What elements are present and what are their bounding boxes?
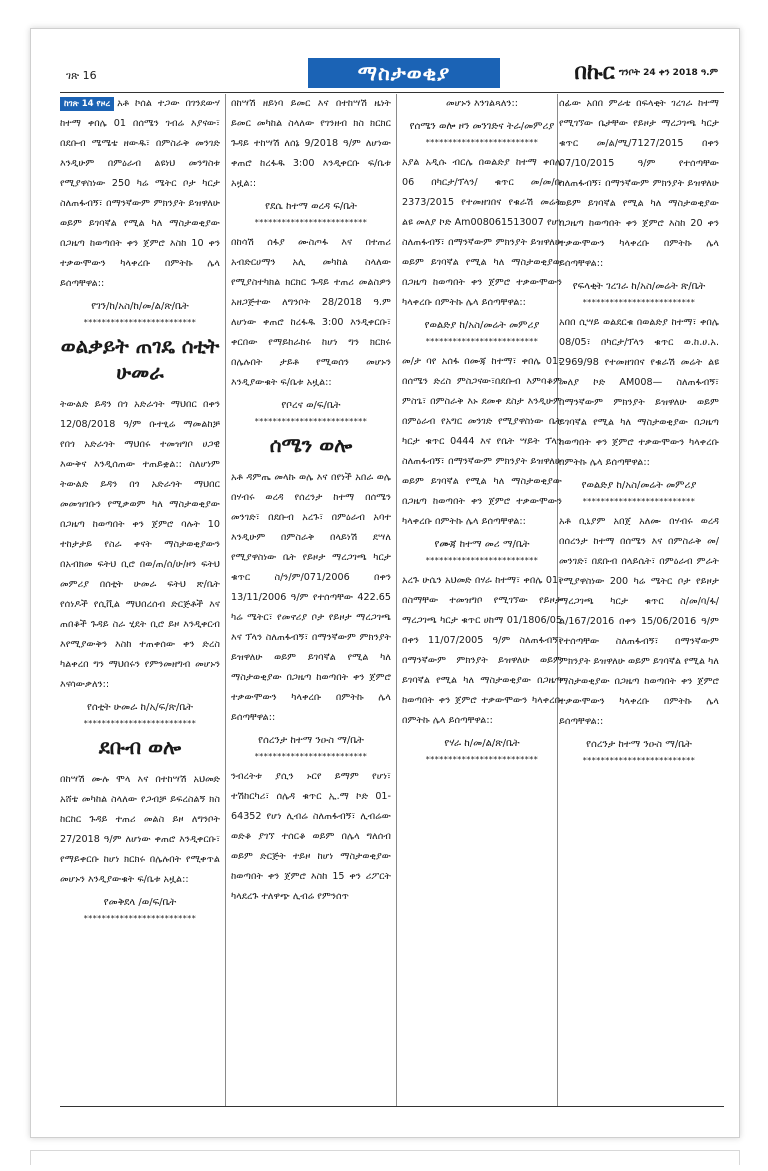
- column-3: [402, 94, 562, 1104]
- newspaper-name: በኩር: [574, 60, 615, 85]
- notice-signature: የሰሜን ወሎ ዞን መንገድና ትራ/መምሪያ: [409, 121, 555, 132]
- section-title: ደቡብ ወሎ: [98, 735, 182, 759]
- separator: *************************: [582, 756, 696, 765]
- notice-text: አቶ ቢኒያም አበጀ አለሙ በሃብሩ ወረዳ በሰረንታ ከተማ በሰሜን እና በምስራቅ መ/መንገድ፣ በደቡብ በላይሴት፣ በምዕራብ ምራት የሚያዋስነው 200 ካሬ ሜትር ቦታ የይዞታ ማረጋገጫ ካርታ ቁጥር ስ/መ/ባ/ፋ/ል/167/2016 በቀን 15/06/2016 ዓ/ም የተሰጣቸው ስለጠፋብኝ፣ በማንኛውም ምክንያት ይዝዋለሁ ወይም ይገባኛል የሚል ካለ ማስታወቂያው በጋዜጣ ከወጣበት ቀን ጀምሮ ተቃውሞውን ካላቀረቡ በምትኩ ሌላ ይሰጣቸዋል::: [559, 516, 719, 727]
- issue-date: ግንቦት 24 ቀን 2018 ዓ.ም: [618, 68, 718, 78]
- notice: [231, 94, 391, 216]
- separator: *************************: [582, 497, 696, 506]
- notice-signature: የወልድያ ከ/አስ/መሬት መምሪያ: [424, 320, 540, 331]
- notice-signature: የሃራ ከ/መ/ል/ጽ/ቤት: [444, 738, 520, 749]
- separator: *************************: [83, 318, 197, 327]
- notice: [402, 94, 562, 136]
- section-title: ወልቃይት ጠገዴ ሰቲት ሁመራ: [60, 334, 220, 384]
- notice-text: ንብረትቱ ያሲን ኑርየ ይማም የሆነ፣ ተሽከርካሪ፣ ሰሌዳ ቁጥር ኢ.ማ ኮድ 01-64352 የሆነ ሊብሬ ስለጠፋብኝ፣ ሊብሬው ወድቆ ያገኘ ተሰርቆ ወይም በሌላ ግለሰብ ወይም ድርጅት ተይዞ ከሆነ ማስታወቂያው ከወጣበት ቀን ጀምሮ እስከ 15 ቀን ሪፖርት ካላደረጉ ተለዋጭ ሊብሬ የምንሰጥ: [231, 771, 391, 902]
- notice-signature: የወልድያ ከ/አስ/መሬት መምሪያ: [581, 480, 697, 491]
- separator: *************************: [425, 755, 539, 764]
- separator: *************************: [254, 218, 368, 227]
- notice-columns: [60, 94, 724, 1104]
- page-number: ገጽ 16: [66, 69, 97, 82]
- notice-text: በከሣሽ ሙሉ ሞላ እና በተከሣሽ አህመድ አሸቴ መካከል ስላለው የጋብቻ ይፍረስልኝ ክስ ከርከር ጉዳይ ተጠሪ መልስ ይዞ ለግንቦት 27/2018 ዓ/ም ለሆነው ቀጠሮ እንዲቀርቡ፣ የማይቀርቡ ከሆነ ክርክሩ በሌሉበት የሚቀጥል መሆኑን እንዲያውቁት ፍ/ቤቱ አዟል::: [60, 774, 220, 885]
- column-2: [231, 94, 391, 1104]
- notice: [402, 153, 562, 335]
- separator: *************************: [425, 556, 539, 565]
- notice: [60, 94, 220, 316]
- notice-text: መሆኑን እንገልጻለን::: [446, 98, 518, 109]
- notice-signature: የቦረና ወ/ፍ/ቤት: [281, 400, 341, 411]
- separator: *************************: [254, 752, 368, 761]
- separator: *************************: [425, 138, 539, 147]
- notice-signature: የመቅደላ /ወ/ፍ/ቤት: [103, 897, 177, 908]
- notice: [559, 94, 719, 296]
- notice: [402, 571, 562, 753]
- notice: [231, 767, 391, 907]
- notice-signature: የሰቲት ሁመራ ከ/አ/ፍ/ጽ/ቤት: [86, 702, 193, 713]
- notice: [559, 313, 719, 495]
- masthead-title: ማስታወቂያ: [308, 58, 500, 88]
- separator: *************************: [83, 719, 197, 728]
- column-4: [559, 94, 719, 1104]
- notice-signature: የሰረንታ ከተማ ንዑስ ማ/ቤት: [586, 739, 692, 750]
- column-1: [60, 94, 220, 1104]
- notice: [231, 468, 391, 750]
- header-rule: [60, 92, 724, 93]
- notice-text: በከሳሽ ሰፋያ ሙስጦፋ እና በተጠሪ አብድርሀማን አሊ መካከል ስላለው የሚያስተካክል ክርክር ጉዳይ ተጠሪ መልስዎን አዘጋጅተው ለግንቦት 28/2018 ዓ.ም ለሆነው ቀጠሮ ከረፋዱ 3:00 እንዲቀርቡ፣ ቀርበው የማይከራከሩ ከሆነ ግን ክርክሩ በሌሉበት ታይቶ የሚወሰን መሆኑን እንዲያውቁት ፍ/ቤቱ አዟል::: [231, 237, 391, 388]
- page-header: [60, 56, 724, 92]
- notice: [60, 770, 220, 912]
- notice: [559, 512, 719, 754]
- newspaper-issue: [574, 60, 718, 85]
- notice: [231, 233, 391, 415]
- notice-text: መ/ታ ባየ አሰፋ በሙጃ ከተማ፣ ቀበሌ 01፣ በሰሜን ድረስ ምስጋናው፣በደቡብ እምባቆም ምስጌ፣ በምስራቅ እኑ ደመቀ ደስታ እንዲሁም በምዕራብ የአግር መንገድ የሚያዋስነው ቤት ካርታ ቁጥር 0444 እና የቤት ሣይት ፕላን ስለጠፋብኝ፣ በማንኛውም ምክንያት ይዝዋለሁ ወይም ይገባኛል የሚል ካለ ማስታወቂያው በጋዜጣ ከወጣበት ቀን ጀምሮ ተቃውሞውን ካላቀረቡ በምትኩ ሌላ ይሰጣቸዋል::: [402, 356, 562, 527]
- separator: *************************: [582, 298, 696, 307]
- notice-text: አያል አዲሱ ብርሌ በወልድያ ከተማ ቀበሌ 06 በካርታ/ፕላን/ ቁጥር መ/መ/ቡ 2373/2015 የተመዘገበና የቁራሽ መሬት ልዩ መለያ ኮድ Am008061513007 የሆነ ስለጠፋብኝ፣ በማንኛውም ምክንያት ይዝዋለሁ ወይም ይገባኛል የሚል ካለ ማስታወቂያው በጋዜጣ ከወጣበት ቀን ጀምሮ ተቃውሞውን ካላቀረቡ በምትኩ ሌላ ይሰጣቸዋል::: [402, 157, 562, 308]
- notice-signature: የፍላቂት ገረገራ ከ/አስ/መሬት ጽ/ቤት: [572, 281, 706, 292]
- separator: *************************: [83, 914, 197, 923]
- notice-text: አበበ ሲሣይ ወልደርቁ በወልድያ ከተማ፣ ቀበሌ 08/05፣ በካርታ/ፕላን ቁጥር ወ.ከ.ሀ.አ. 2969/98 የተመዘገበና የቁራሽ መሬት ልዩ መለያ ኮድ AM008— ስለጠፋብኝ፣ በማንኛውም ምክንያት ይዝዋለሁ ወይም ይገባኛል የሚል ካለ ማስታወቂያው በጋዜጣ ከወጣበት ቀን ጀምሮ ተቃውሞውን ካላቀረቡ በምትኩ ሌላ ይሰጣቸዋል::: [559, 317, 719, 468]
- next-page-edge: [30, 1150, 740, 1165]
- notice-text: አቶ ዳምጤ መላኩ ወሌ እና በየነች አበራ ወሌ በሃብሩ ወረዳ የሰረንታ ከተማ በሰሜን መንገድ፣ በደቡብ አረጉ፣ በምዕራብ አባተ እንዲሁም በምስራቅ በላይነሽ ደሣለ የሚያዋስነው ቤት የይዞታ ማረጋገጫ ካርታ ቁጥር ስ/ን/ም/071/2006 በቀን 13/11/2006 ዓ/ም የተሰጣቸው 422.65 ካሬ ሜትር፣ የመኖሪያ ቦታ የይዞታ ማረጋገጫ እና ፕላን ስለጠፋብኝ፣ በማንኛውም ምክንያት ይዝዋለሁ ወይም ይገባኛል የሚል ካለ ማስታወቂያው በጋዜጣ ከወጣበት ቀን ጀምሮ ተቃውሞውን ካላቀረቡ በምትኩ ሌላ ይሰጣቸዋል::: [231, 472, 391, 723]
- notice: [60, 395, 220, 717]
- notice-signature: የሙጃ ከተማ መሪ ማ/ቤት: [434, 539, 530, 550]
- notice-signature: የደሴ ከተማ ወረዳ ፍ/ቤት: [265, 201, 357, 212]
- footer-rule: [60, 1106, 724, 1107]
- continued-from-label: ከገጽ 14 የዞረ: [60, 97, 114, 111]
- notice-signature: የሰረንታ ከተማ ንዑስ ማ/ቤት: [258, 735, 364, 746]
- section-title: ሰሜን ወሎ: [269, 433, 353, 457]
- separator: *************************: [254, 417, 368, 426]
- notice-text: በከሣሽ ዘይነባ ይመር እና በተከሣሽ ዜነት ይመር መካከል ስላለው የገንዘብ ክስ ክርክር ጉዳይ ተከሣሽ ለሰኔ 9/2018 ዓ/ም ለሆነው ቀጠሮ ከረፋዱ 3:00 እንዲቀርቡ ፍ/ቤቱ አዟል::: [231, 98, 391, 189]
- notice-text: አረጉ ሁሴን አህመድ በሃራ ከተማ፣ ቀበሌ 01፣ በስማቸው ተመዝግቦ የሚገኘው የይዞታ ማረጋገጫ ካርታ ቁጥር ሀከማ 01/1806/05 በቀን 11/07/2005 ዓ/ም ስለጠፋብኝ፣ በማንኛውም ምክንያት ይዝዋለሁ ወይም ይገባኛል የሚል ካለ ማስታወቂያው በጋዜጣ ከወጣበት ቀን ጀምሮ ተቃውሞውን ካላቀረቡ በምትኩ ሌላ ይሰጣቸዋል::: [402, 575, 562, 726]
- notice-text: ሰፊው አበበ ምራቴ በፍላቂት ገረገራ ከተማ የሚገኘው ቤታቸው የይዞታ ማረጋገጫ ካርታ ቁጥር መ/ል/ሚ/7127/2015 በቀን 07/10/2015 ዓ/ም የተሰጣቸው ስለጠፋብኝ፣ በማንኛውም ምክንያት ይዝዋለሁ ወይም ይገባኛል የሚል ካለ ማስታወቂያው በጋዜጣ ከወጣበት ቀን ጀምሮ እስከ 20 ቀን ተቃውሞውን ካላቀረቡ በምትኩ ሌላ ይሰጣቸዋል::: [559, 98, 719, 269]
- notice-signature: የገን/ከ/አስ/ከ/መ/ል/ጽ/ቤት: [91, 301, 189, 312]
- separator: *************************: [425, 337, 539, 346]
- notice-text: አቶ ኮሰል ተጋው በገንደውሃ ከተማ ቀበሌ 01 በሰሜን ገብሬ እያናው፣ በደቡብ ሜሜቴ ዘውዱ፣ በምስራቅ መንገድ እንዲሁም በምዕራብ ልዩነህ መንግስቱ የሚያዋስነው 250 ካሬ ሜትር ቦታ ካርታ ስለጠፋብኝ፣ በማንኛውም ምክንያት ይዝዋለሁ ወይም ይገባኛል የሚል ካለ ማስታወቂያው በጋዜጣ ከወጣበት ቀን ጀምሮ እስከ 10 ቀን ተቃውሞውን ካላቀረቡ በምትኩ ሌላ ይሰጣቸዋል::: [60, 98, 220, 289]
- notice-text: ትውልድ ይዳን በጎ አድራጎት ማህበር በቀን 12/08/2018 ዓ/ም ቡተፂሬ ማመልከቻ የበጎ አድራጎት ማህበሩ ተመዝግቦ ሀጋዊ እውቅና እንዲሰጠው ተጠይቋል:: ስለሆነም ትውልድ ይዳን በጎ አድራጎት ማህበር መመዝገቡን የሚቃወም ካለ ማስታወቂያው በጋዜጣ ከወጣበት ቀን ጀምሮ ባሉት 10 ተከታታይ የስራ ቀናት ማስታወቂያውን በአብክመ ፍትህ ቢሮ በወ/ጠ/ሰ/ሁ/ዞን ፍትህ መምሪያ በሰቲት ሁመራ ፍትህ ጽ/ቤት የሰነዶች የሲቪል ማህበረሰብ ድርጅቶች እና ጠበቆች ጉዳይ ስራ ሂደት ቢሮ ይዞ እንዲቀርብ እየሚያውቅን እስከ ተጠቀሰው ቀን ድረስ ካልቀረበ ግን ማህበሩን የምንመዘግብ መሆኑን እናሳውቃለን::: [60, 399, 220, 690]
- notice: [402, 352, 562, 554]
